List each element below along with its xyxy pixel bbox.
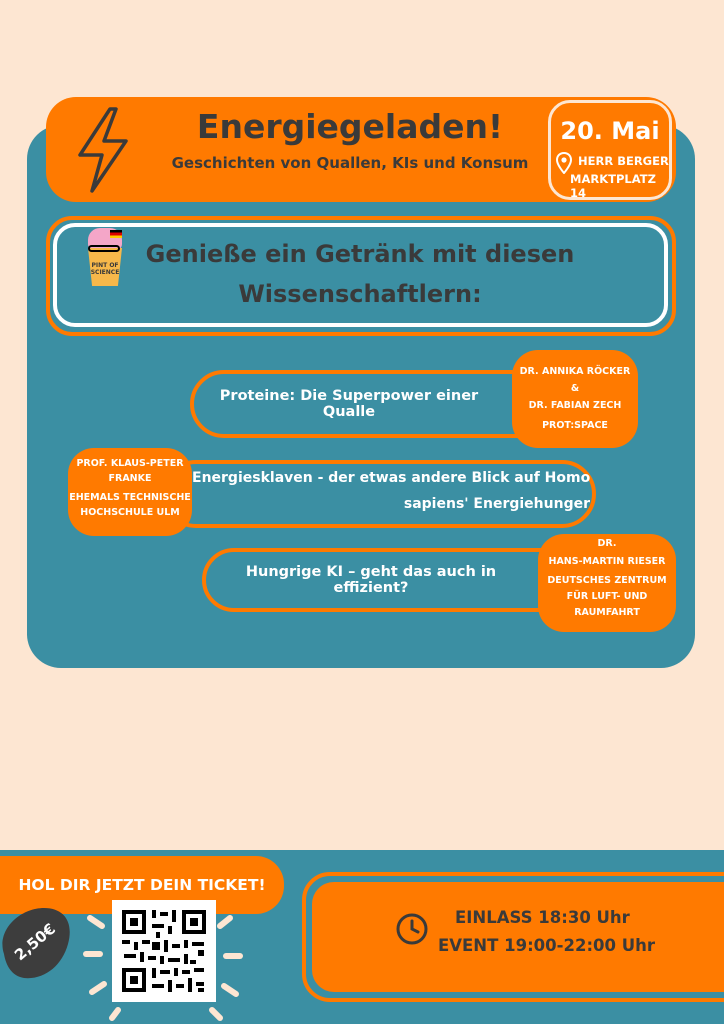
talk-1-speaker-and: &: [570, 383, 580, 394]
logo-glasses: [88, 245, 120, 252]
talk-2-title-line-1: Energiesklaven - der etwas andere Blick auf Homo: [192, 470, 591, 486]
ticket-price: 2,50€: [11, 919, 59, 965]
event-time: EVENT 19:00-22:00 Uhr: [438, 936, 656, 955]
venue-address: MARKTPLATZ 14: [570, 172, 656, 200]
event-date: 20. Mai: [560, 117, 660, 145]
qr-code-pattern: [112, 900, 216, 1002]
talk-2-speaker-1: PROF. KLAUS-PETER: [76, 458, 184, 469]
talk-1-speaker-1: DR. ANNIKA RÖCKER: [519, 366, 631, 377]
event-title: Energiegeladen!: [196, 106, 504, 146]
lightning-icon: [70, 103, 136, 197]
talk-1-speaker-box: [512, 350, 638, 448]
pint-of-science-logo: [82, 228, 126, 288]
talk-2-title-line-2: sapiens' Energiehunger: [403, 496, 590, 512]
intro-line-2: Wissenschaftlern:: [238, 280, 482, 308]
entry-time: EINLASS 18:30 Uhr: [455, 908, 630, 927]
talk-1-affiliation: PROT:SPACE: [542, 420, 608, 431]
intro-line-1: Genieße ein Getränk mit diesen: [145, 240, 575, 268]
talk-1-speaker-2: DR. FABIAN ZECH: [528, 400, 622, 411]
talk-2-speaker-2: FRANKE: [108, 473, 152, 484]
talk-3-affiliation-1: DEUTSCHES ZENTRUM: [547, 575, 667, 586]
talk-3-affiliation-3: RAUMFAHRT: [574, 607, 640, 618]
venue-name: HERR BERGER: [578, 154, 669, 168]
talk-1-title: Proteine: Die Superpower einer Qualle: [219, 388, 479, 420]
logo-text: PINT OF SCIENCE: [90, 262, 120, 276]
talk-2-affiliation-2: HOCHSCHULE ULM: [80, 507, 180, 518]
talk-3-title: Hungrige KI – geht das auch in effizient?: [245, 564, 497, 596]
talk-3-affiliation-2: FÜR LUFT- UND: [566, 591, 648, 602]
clock-icon: [395, 912, 429, 946]
location-pin-icon: [556, 152, 572, 174]
talk-3-speaker-1: DR.: [597, 538, 617, 549]
talk-3-speaker-2: HANS-MARTIN RIESER: [548, 556, 666, 567]
event-subtitle: Geschichten von Quallen, KIs und Konsum: [171, 154, 529, 172]
ticket-cta-label: HOL DIR JETZT DEIN TICKET!: [18, 876, 266, 894]
qr-code[interactable]: [112, 900, 216, 1002]
talk-2-affiliation-1: EHEMALS TECHNISCHE: [69, 492, 191, 503]
